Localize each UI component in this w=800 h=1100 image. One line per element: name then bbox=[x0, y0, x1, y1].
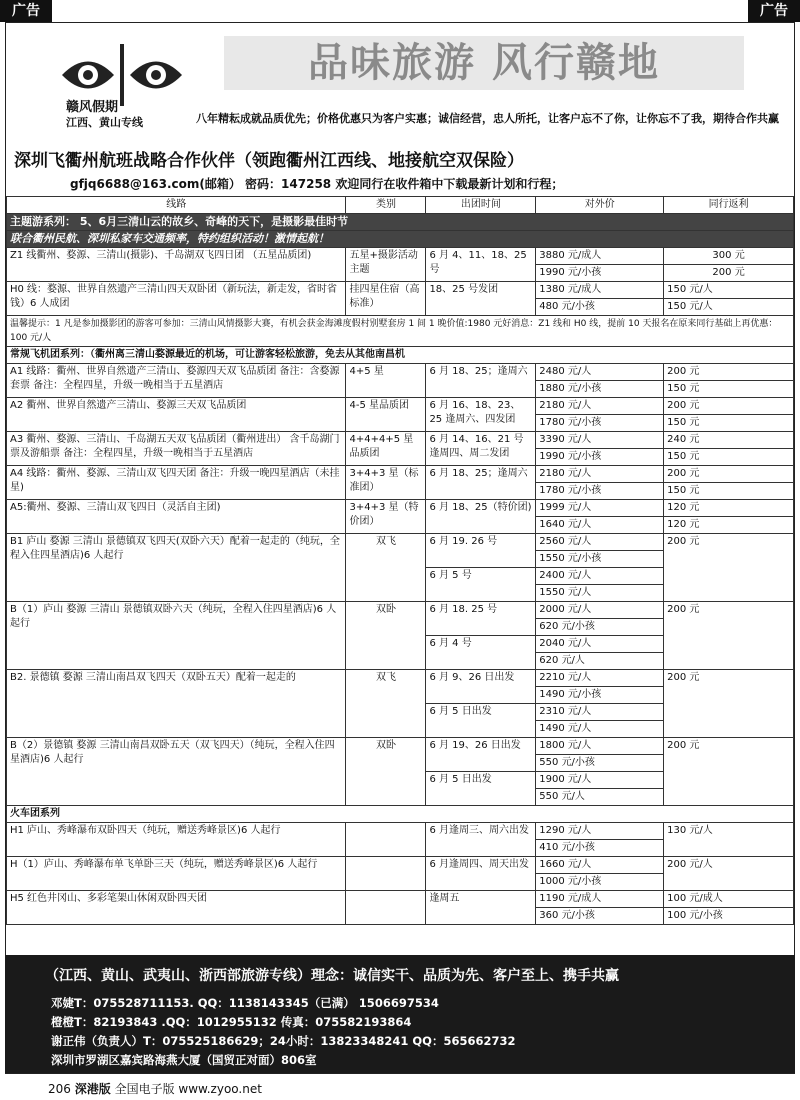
table-row: A3 衢州、婺源、三清山、千岛湖五天双飞品质团（衢州进出） 含千岛湖门票及游船票 备注：全程四星，升级一晚相当于五星酒店 4+4+4+5 星品质团 6 月 14、16、21 号逢周四、周二发团 3390 元/人 240 元 bbox=[7, 432, 794, 449]
notice: 温馨提示：1 凡是参加摄影团的游客可参加：三清山风情摄影大赛，有机会获金海滩度假村别墅套房 1 间 1 晚价值:1980 元好消息：Z1 线和 H0 线，提前 10 天报名在原来同行基础上再优惠：100 元/人 bbox=[7, 316, 794, 347]
theme-banner-2: 联合衢州民航、深圳私家车交通频率，特约组织活动！激情起航！ bbox=[7, 231, 794, 248]
col-price: 对外价 bbox=[536, 197, 664, 214]
edition-label: 深港版 bbox=[74, 1082, 111, 1096]
table-row: 480 元/小孩 150 元/人 bbox=[7, 299, 794, 316]
table-row: Z1 线衢州、婺源、三清山(摄影)、千岛湖双飞四日团 （五星品质团) 五星+摄影活动主题 6 月 4、11、18、25 号 3880 元/成人 300 元 bbox=[7, 248, 794, 265]
edition-url: 全国电子版 www.zyoo.net bbox=[114, 1082, 262, 1096]
partner-subtitle: （领跑衢州江西线、地接航空双保险） bbox=[235, 151, 524, 171]
col-category: 类别 bbox=[346, 197, 426, 214]
table-row: 1880 元/小孩 150 元 bbox=[7, 381, 794, 398]
section-train: 火车团系列 bbox=[7, 806, 794, 823]
table-row: A4 线路：衢州、婺源、三清山双飞四天团 备注：升级一晚四星酒店（未挂星) 3+4+3 星（标准团） 6 月 18、25；逢周六 2180 元/人 200 元 bbox=[7, 466, 794, 483]
table-row: 6 月 5 号 2400 元/人 bbox=[7, 568, 794, 585]
table-row: B1 庐山 婺源 三清山 景德镇双飞四天(双卧六天）配着一起走的（纯玩，全程入住四星酒店)6 人起行 双飞 6 月 19. 26 号 2560 元/人 200 元 bbox=[7, 534, 794, 551]
table-row: 1780 元/小孩 150 元 bbox=[7, 483, 794, 500]
price-table bbox=[6, 196, 794, 925]
footer-idea: （江西、黄山、武夷山、浙西部旅游专线）理念：诚信实干、品质为先、客户至上、携手共赢 bbox=[45, 968, 619, 984]
theme-banner: 主题游系列： 5、6月三清山云的故乡、奇峰的天下，是摄影最佳时节 bbox=[7, 214, 794, 231]
page-footer bbox=[48, 1080, 262, 1097]
table-row: 1990 元/小孩 150 元 bbox=[7, 449, 794, 466]
slogan: 品味旅游 风行赣地 bbox=[224, 36, 744, 90]
col-date: 出团时间 bbox=[426, 197, 536, 214]
table-row: 360 元/小孩 100 元/小孩 bbox=[7, 908, 794, 925]
table-row: 620 元/小孩 bbox=[7, 619, 794, 636]
table-row: A2 衢州、世界自然遗产三清山、婺源三天双飞品质团 4-5 星品质团 6 月 16、18、23、25 逢周六、四发团 2180 元/人 200 元 bbox=[7, 398, 794, 415]
ad-label-right: 广告 bbox=[748, 0, 800, 22]
table-row: B2. 景德镇 婺源 三清山南昌双飞四天（双卧五天）配着一起走的 双飞 6 月 9、26 日出发 2210 元/人 200 元 bbox=[7, 670, 794, 687]
table-row: 6 月 5 日出发 1900 元/人 bbox=[7, 772, 794, 789]
footer bbox=[5, 955, 795, 1073]
partner-title: 深圳飞衢州航班战略合作伙伴（领跑衢州江西线、地接航空双保险） bbox=[14, 151, 524, 171]
table-row: 1550 元/人 bbox=[7, 585, 794, 602]
brand-subtitle: 江西、黄山专线 bbox=[66, 116, 143, 129]
table-row: 550 元/小孩 bbox=[7, 755, 794, 772]
brand-name: 赣风假期 bbox=[66, 100, 119, 115]
table-row: B（1）庐山 婺源 三清山 景德镇双卧六天（纯玩，全程入住四星酒店)6 人起行 双卧 6 月 18. 25 号 2000 元/人 200 元 bbox=[7, 602, 794, 619]
table-row: 1780 元/小孩 150 元 bbox=[7, 415, 794, 432]
ad-label-left: 广告 bbox=[0, 0, 52, 22]
motto: 八年精耘成就品质优先；价格优惠只为客户实惠；诚信经营，忠人所托，让客户忘不了你，让你忘不了我，期待合作共赢 bbox=[196, 112, 779, 125]
contact-2: 橙橙T：82193843 .QQ：1012955132 传真：075582193864 bbox=[51, 1015, 412, 1029]
col-route: 线路 bbox=[7, 197, 346, 214]
table-row: A5:衢州、婺源、三清山双飞四日（灵活自主团) 3+4+3 星（特价团） 6 月 18、25（特价团) 1999 元/人 120 元 bbox=[7, 500, 794, 517]
table-row: 1990 元/小孩 200 元 bbox=[7, 265, 794, 282]
contact-line: gfjq6688@163.com(邮箱） 密码：147258 欢迎同行在收件箱中下载最新计划和行程； bbox=[70, 177, 564, 191]
table-row: A1 线路：衢州、世界自然遗产三清山、婺源四天双飞品质团 备注：含婺源套票 备注：全程四星，升级一晚相当于五星酒店 4+5 星 6 月 18、25；逢周六 2480 元/人 200 元 bbox=[7, 364, 794, 381]
table-row: 410 元/小孩 bbox=[7, 840, 794, 857]
table-row: 1490 元/人 bbox=[7, 721, 794, 738]
table-row: H（1）庐山、秀峰瀑布单飞单卧三天（纯玩，赠送秀峰景区)6 人起行 6 月逢周四、周天出发 1660 元/人 200 元/人 bbox=[7, 857, 794, 874]
table-row: 6 月 4 号 2040 元/人 bbox=[7, 636, 794, 653]
table-row: H1 庐山、秀峰瀑布双卧四天（纯玩，赠送秀峰景区)6 人起行 6 月逢周三、周六出发 1290 元/人 130 元/人 bbox=[7, 823, 794, 840]
col-rebate: 同行返利 bbox=[664, 197, 794, 214]
table-row: H0 线：婺源、世界自然遗产三清山四天双卧团（新玩法，新走发，省时省钱）6 人成团 挂四星住宿（高标准） 18、25 号发团 1380 元/成人 150 元/人 bbox=[7, 282, 794, 299]
table-row: 1000 元/小孩 bbox=[7, 874, 794, 891]
contact-1: 邓婕T：075528711153. QQ：1138143345（已满） 1506697534 bbox=[51, 996, 439, 1010]
page-number: 206 bbox=[48, 1082, 71, 1096]
table-row: 1640 元/人 120 元 bbox=[7, 517, 794, 534]
address: 深圳市罗湖区嘉宾路海燕大厦（国贸正对面）806室 bbox=[51, 1053, 317, 1067]
table-row: 550 元/人 bbox=[7, 789, 794, 806]
section-flight: 常规飞机团系列：（衢州离三清山婺源最近的机场，可让游客轻松旅游，免去从其他南昌机 bbox=[7, 347, 794, 364]
table-row: 6 月 5 日出发 2310 元/人 bbox=[7, 704, 794, 721]
table-row: B（2）景德镇 婺源 三清山南昌双卧五天（双飞四天）（纯玩，全程入住四星酒店)6 人起行 双卧 6 月 19、26 日出发 1800 元/人 200 元 bbox=[7, 738, 794, 755]
contact-3: 谢正伟（负责人）T：075525186629；24小时：13823348241 QQ：565662732 bbox=[51, 1034, 516, 1048]
table-row: 1550 元/小孩 bbox=[7, 551, 794, 568]
table-row: 620 元/人 bbox=[7, 653, 794, 670]
table-row: 1490 元/小孩 bbox=[7, 687, 794, 704]
table-row: H5 红色井冈山、多彩笔架山休闲双卧四天团 逢周五 1190 元/成人 100 元/成人 bbox=[7, 891, 794, 908]
table-header bbox=[7, 197, 794, 214]
